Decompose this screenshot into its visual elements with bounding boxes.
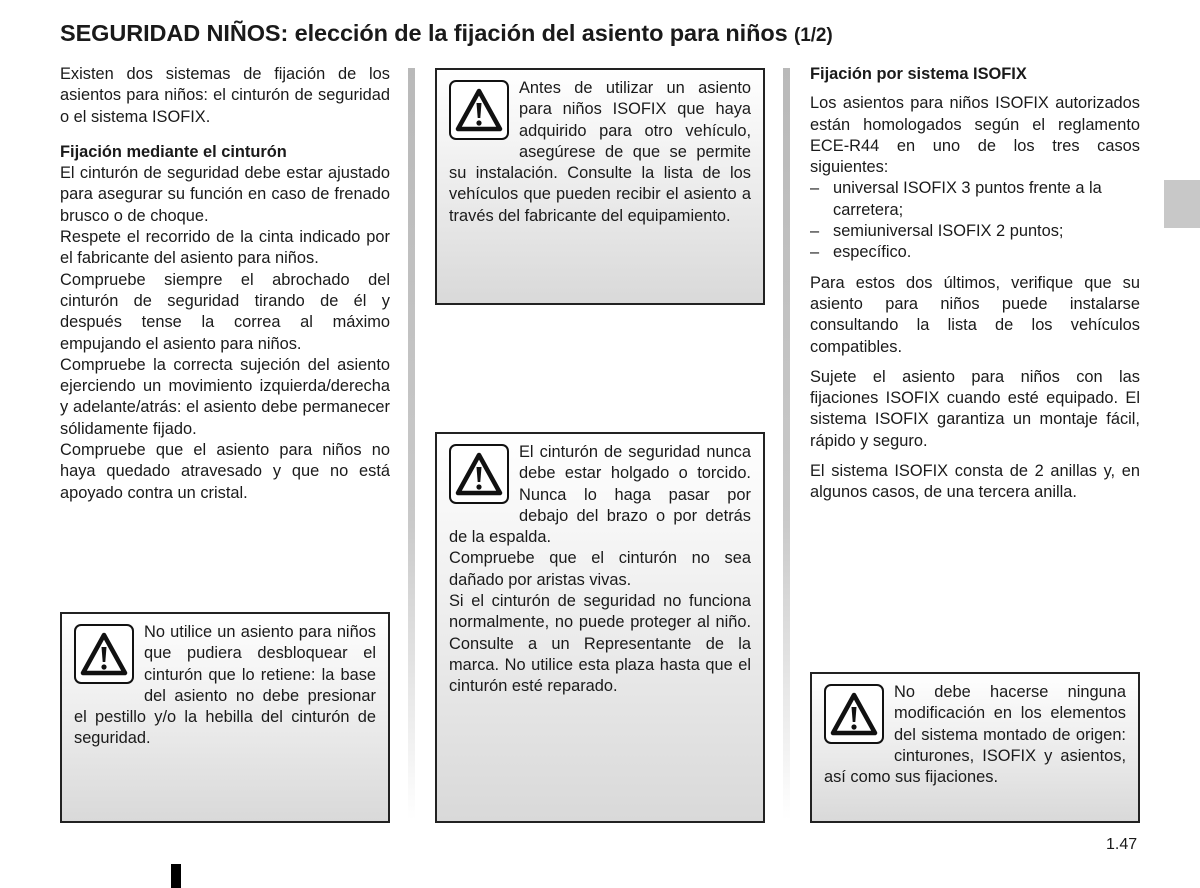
left-column bbox=[60, 64, 390, 504]
column-rule-right bbox=[783, 68, 790, 820]
right-paragraph: Para estos dos últimos, verifique que su asiento para niños puede instalarse consultando la lista de los vehículos compatibles. bbox=[810, 273, 1140, 356]
left-intro: Existen dos sistemas de fijación de los asientos para niños: el cinturón de seguridad o el sistema ISOFIX. bbox=[60, 65, 390, 126]
middle-warning-top-text: Antes de utilizar un asiento para niños ISOFIX que haya adquirido para otro vehículo, asegúrese de que se permite su instalación. Consulte la lista de los vehículos que pueden recibir el asiento a través del fabricante del equipamiento. bbox=[449, 79, 751, 225]
warning-triangle-icon bbox=[74, 624, 134, 684]
left-warning-box bbox=[60, 612, 390, 823]
right-warning-box bbox=[810, 672, 1140, 823]
right-paragraph: Sujete el asiento para niños con las fijaciones ISOFIX cuando esté equipado. El sistema ISOFIX garantiza un montaje fácil, rápido y seguro. bbox=[810, 367, 1140, 450]
left-paragraph: El cinturón de seguridad debe estar ajustado para asegurar su función en caso de frenado brusco o de choque. bbox=[60, 164, 390, 225]
list-item: – universal ISOFIX 3 puntos frente a la carretera; bbox=[810, 178, 1140, 221]
warning-triangle-icon bbox=[824, 684, 884, 744]
middle-warning-bottom-line: Si el cinturón de seguridad no funciona normalmente, no puede proteger al niño. Consulte a un Representante de la marca. No utilice esta plaza hasta que el cinturón esté reparado. bbox=[449, 592, 751, 696]
left-heading: Fijación mediante el cinturón bbox=[60, 142, 287, 161]
isofix-types-list bbox=[810, 178, 1140, 263]
right-warning-text: No debe hacerse ninguna modificación en los elementos del sistema montado de origen: cinturones, ISOFIX y asientos, así como sus fijaciones. bbox=[824, 683, 1126, 787]
left-paragraph: Compruebe que el asiento para niños no haya quedado atravesado y que no está apoyado contra un cristal. bbox=[60, 441, 390, 502]
page-title-suffix: (1/2) bbox=[794, 25, 833, 46]
list-item: – semiuniversal ISOFIX 2 puntos; bbox=[810, 221, 1140, 242]
left-paragraph: Compruebe la correcta sujeción del asiento ejerciendo un movimiento izquierda/derecha y adelante/atrás: el asiento debe permanecer sólidamente fijado. bbox=[60, 355, 390, 438]
print-mark bbox=[171, 864, 181, 888]
middle-warning-bottom-line: Compruebe que el cinturón no sea dañado por aristas vivas. bbox=[449, 549, 751, 589]
right-heading: Fijación por sistema ISOFIX bbox=[810, 65, 1027, 83]
left-paragraph: Respete el recorrido de la cinta indicado por el fabricante del asiento para niños. bbox=[60, 228, 390, 268]
page-number: 1.47 bbox=[1106, 836, 1138, 853]
page-title-main: SEGURIDAD NIÑOS: elección de la fijación del asiento para niños bbox=[60, 20, 788, 46]
list-item: – específico. bbox=[810, 242, 1140, 263]
right-paragraph: El sistema ISOFIX consta de 2 anillas y, en algunos casos, de una tercera anilla. bbox=[810, 462, 1140, 502]
right-column bbox=[810, 64, 1140, 504]
right-intro: Los asientos para niños ISOFIX autorizados están homologados según el reglamento ECE-R44 en uno de los tres casos siguientes: bbox=[810, 94, 1140, 177]
left-paragraph: Compruebe siempre el abrochado del cinturón de seguridad tirando de él y después tense la correa al máximo empujando el asiento para niños. bbox=[60, 270, 390, 353]
warning-triangle-icon bbox=[449, 444, 509, 504]
middle-warning-box-bottom bbox=[435, 432, 765, 823]
middle-warning-box-top bbox=[435, 68, 765, 305]
column-rule-left bbox=[408, 68, 415, 820]
left-warning-text: No utilice un asiento para niños que pudiera desbloquear el cinturón que lo retiene: la base del asiento no debe presionar el pestillo y/o la hebilla del cinturón de seguridad. bbox=[74, 623, 376, 748]
page-title bbox=[60, 20, 833, 47]
section-tab bbox=[1164, 180, 1200, 228]
middle-warning-bottom-line: El cinturón de seguridad nunca debe estar holgado o torcido. Nunca lo haga pasar por debajo del brazo o por detrás de la espalda. bbox=[449, 443, 751, 547]
warning-triangle-icon bbox=[449, 80, 509, 140]
